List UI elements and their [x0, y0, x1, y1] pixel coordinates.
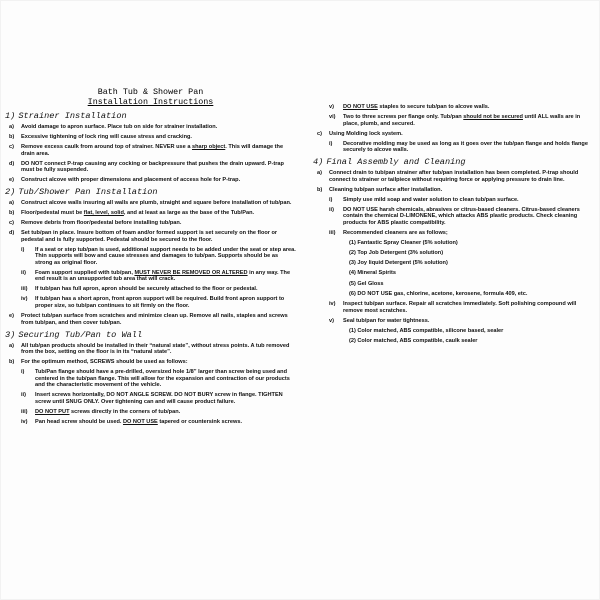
text-run: tapered or countersink screws.: [157, 418, 243, 425]
item-label: iv): [329, 300, 336, 307]
sub-item: [329, 207, 595, 227]
right-column: [313, 104, 595, 348]
sub-item: [21, 270, 296, 283]
item-text: [21, 144, 296, 157]
text-run: Two to three screws per flange only. Tub/pan: [343, 113, 464, 120]
item-text: Using Molding lock system.: [329, 130, 403, 137]
sub-item: [329, 318, 595, 325]
item-label: c): [9, 220, 14, 227]
item-text: All tub/pan products should be installed in their “natural state”, without stress points. A tub removed from the box, setting on the floor is in its “natural state”.: [21, 342, 290, 356]
sub-item: [329, 301, 595, 314]
item-text: Protect tub/pan surface from scratches and minimize clean up. Remove all nails, staples and screws from tub/pan, and then cover tub/pan.: [21, 312, 288, 326]
item-label: i): [21, 246, 25, 253]
item-text: Construct alcove walls insuring all walls are plumb, straight and square before installation of tub/pan.: [21, 200, 292, 207]
sub-item: [21, 296, 296, 309]
list-item: [5, 343, 296, 356]
sub-item: [21, 369, 296, 389]
text-run: in any way. The end result is an unsupported tub area that will crack.: [35, 269, 291, 283]
item-text: Construct alcove with proper dimensions and placement of access hole for P-trap.: [21, 177, 241, 184]
item-text: If tub/pan has a short apron, front apron support will be required. Build front apron support to proper size, so tub/pan continues to sit firmly on the floor.: [35, 296, 285, 309]
cleaner-item: (4) Mineral Spirits: [349, 270, 396, 277]
section-number: 1): [5, 111, 16, 121]
list-item: [5, 161, 296, 174]
text-run: screws directly in the corners of tub/pan.: [69, 408, 181, 415]
item-label: a): [9, 124, 14, 130]
sub-item: [21, 247, 296, 267]
sub-item: [329, 104, 595, 111]
item-label: b): [9, 210, 15, 217]
section-heading-securing: [5, 330, 296, 340]
item-label: ii): [21, 269, 26, 276]
list-item: [313, 131, 595, 138]
item-label: b): [317, 186, 323, 193]
list-item: [5, 230, 296, 243]
item-text: Seal tub/pan for water tightness.: [343, 317, 430, 324]
text-run: Floor/pedestal must be: [21, 210, 84, 217]
item-label: d): [9, 230, 15, 237]
section-title: Tub/Shower Pan Installation: [18, 187, 158, 198]
item-text: Decorative molding may be used as long as it goes over the tub/pan flange and holds flange securely to alcove walls.: [343, 140, 588, 154]
underlined-text: MUST NEVER BE REMOVED OR ALTERED: [134, 269, 248, 276]
text-run: Pan head screw should be used.: [35, 418, 123, 425]
item-text: Connect drain to tub/pan strainer after tub/pan installation has been completed. P-trap should connect to strainer or tailpiece without requiring force or applying pressure to drain line.: [329, 170, 579, 183]
section-heading-strainer: [5, 111, 296, 121]
sub-item: [21, 392, 296, 405]
text-run: , and at least as large as the base of the Tub/Pan.: [123, 210, 255, 217]
item-text: Excessive tightening of lock ring will cause stress and cracking.: [21, 133, 192, 140]
list-item: [5, 124, 296, 131]
item-text: Simply use mild soap and water solution to clean tub/pan surface.: [343, 196, 519, 203]
sub-item: [329, 197, 595, 204]
text-run: Foam support supplied with tub/pan,: [35, 269, 135, 276]
section-number: 3): [5, 329, 16, 340]
text-run: . This will damage the drain area.: [21, 143, 284, 157]
item-label: b): [9, 133, 15, 140]
item-label: e): [9, 312, 14, 319]
item-text: Avoid damage to apron surface. Place tub on side for strainer installation.: [21, 124, 218, 130]
cleaner-item: (2) Top Job Detergent (3% solution): [349, 250, 444, 257]
item-text: DO NOT USE harsh chemicals, abrasives or citrus-based cleaners. Citrus-based cleaners contain the chemical D-LIMONENE, which attacks ABS plastic products. Check cleaning products for ABS plastic compatibility.: [343, 206, 580, 226]
item-label: c): [317, 130, 322, 137]
cleaner-item: (6) DO NOT USE gas, chlorine, acetone, kerosene, formula 409, etc.: [349, 290, 528, 297]
item-label: i): [329, 140, 333, 147]
list-item: [5, 144, 296, 157]
list-item: [5, 359, 296, 366]
text-run: until ALL walls are in place, plumb, and secured.: [343, 113, 581, 127]
item-label: v): [329, 317, 334, 324]
section-number: 4): [313, 157, 324, 168]
list-item: [5, 134, 296, 141]
text-run: staples to secure tub/pan to alcove walls.: [377, 104, 490, 110]
list-item: [5, 200, 296, 207]
sub-item: [329, 141, 595, 154]
section-title: Strainer Installation: [18, 111, 127, 121]
underlined-text: flat, level, solid: [83, 210, 124, 217]
item-label: iii): [21, 286, 28, 293]
sub-item: [329, 230, 595, 237]
item-label: iv): [21, 418, 28, 425]
section-heading-final-assembly: [313, 157, 595, 167]
list-item: [5, 220, 296, 227]
left-column: [5, 0, 296, 429]
underlined-text: DO NOT USE: [343, 104, 378, 110]
item-label: i): [21, 369, 25, 376]
item-label: b): [9, 359, 15, 366]
item-text: Inspect tub/pan surface. Repair all scratches immediately. Soft polishing compound will remove most scratches.: [343, 300, 577, 314]
underlined-text: sharp object: [191, 143, 226, 150]
item-text: Set tub/pan in place. Insure bottom of foam and/or formed support is set securely on the floor or pedestal and is fully supported. Pedestal should be secured to the floor.: [21, 230, 278, 243]
item-text: If tub/pan has full apron, apron should be securely attached to the floor or pedestal.: [35, 286, 258, 293]
text-run: Remove excess caulk from around top of strainer. NEVER use a: [21, 143, 192, 150]
item-text: Remove debris from floor/pedestal before installing tub/pan.: [21, 220, 182, 227]
item-text: For the optimum method, SCREWS should be used as follows:: [21, 359, 188, 366]
item-label: iv): [21, 296, 28, 303]
item-label: a): [9, 342, 14, 349]
sub-item: [21, 286, 296, 293]
item-text: [35, 419, 296, 426]
item-text: [35, 409, 296, 416]
item-label: a): [317, 170, 322, 177]
list-item: [313, 187, 595, 194]
item-label: v): [329, 104, 334, 110]
item-label: iii): [21, 408, 28, 415]
item-text: Insert screws horizontally, DO NOT ANGLE SCREW. DO NOT BURY screw in flange. TIGHTEN screw until SNUG ONLY. Over tightening can and will cause product failure.: [35, 392, 283, 405]
section-number: 2): [5, 187, 16, 198]
item-label: d): [9, 160, 15, 167]
sub-item: [21, 419, 296, 426]
item-label: ii): [329, 206, 334, 213]
item-text: DO NOT connect P-trap causing any cocking or backpressure that pushes the drain upward. P-trap must be fully suspended.: [21, 160, 284, 174]
cleaner-item: (3) Joy liquid Detergent (5% solution): [349, 260, 448, 267]
item-text: [343, 114, 595, 127]
underlined-text: should not be secured: [463, 113, 523, 120]
sealer-item: (2) Color matched, ABS compatible, caulk sealer: [349, 337, 478, 344]
item-label: e): [9, 177, 14, 184]
item-label: c): [9, 143, 14, 150]
list-item: [313, 170, 595, 183]
cleaner-item: (1) Fantastic Spray Cleaner (5% solution): [349, 239, 458, 246]
item-text: [21, 210, 296, 217]
item-label: i): [329, 196, 333, 203]
list-item: [5, 210, 296, 217]
item-text: [35, 270, 296, 283]
item-label: a): [9, 200, 14, 207]
sub-item: [329, 114, 595, 127]
item-text: Recommended cleaners are as follows;: [343, 229, 448, 236]
item-label: ii): [21, 392, 26, 399]
item-text: [343, 104, 595, 111]
sealer-item: (1) Color matched, ABS compatible, silicone based, sealer: [349, 327, 504, 334]
underlined-text: DO NOT USE: [122, 418, 158, 425]
underlined-text: DO NOT PUT: [35, 408, 70, 415]
cleaner-item: (5) Gel Gloss: [349, 280, 384, 287]
item-text: If a seat or step tub/pan is used, additional support needs to be added under the seat or step area. Thin supports will bow and cause stresses and damages to tub/pan. Supports should be as strong as original floor.: [35, 246, 296, 266]
item-label: iii): [329, 229, 336, 236]
section-title: Final Assembly and Cleaning: [326, 157, 466, 168]
document-title: Bath Tub & Shower Pan: [97, 87, 204, 97]
item-text: Tub/Pan flange should have a pre-drilled, oversized hole 1/8” larger than screw being used and centered in the tub/pan flange. This will allow for the expansion and contraction of our products and the characteristic movement of the vehicle.: [35, 369, 290, 389]
sub-item: [21, 409, 296, 416]
document-subtitle: Installation Instructions: [87, 97, 214, 107]
item-label: vi): [329, 113, 336, 120]
item-text: Cleaning tub/pan surface after installation.: [329, 186, 443, 193]
list-item: [5, 313, 296, 326]
list-item: [5, 177, 296, 184]
section-title: Securing Tub/Pan to Wall: [18, 329, 143, 340]
section-heading-tub-pan: [5, 187, 296, 197]
